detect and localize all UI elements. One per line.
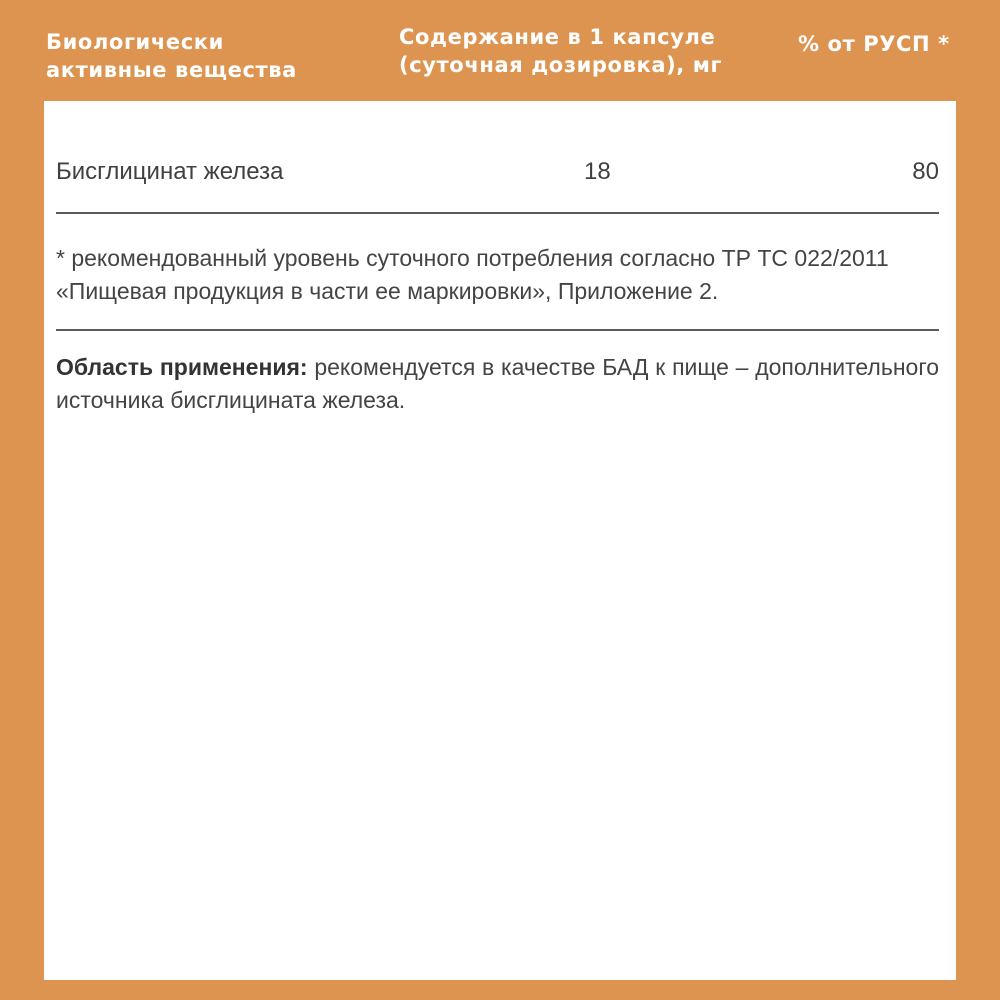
usage-paragraph — [56, 351, 939, 417]
substance-rdi-percent: 80 — [912, 158, 939, 185]
substance-amount: 18 — [584, 158, 611, 185]
footnote: * рекомендованный уровень суточного потребления согласно ТР ТС 022/2011 «Пищевая продукция в части ее маркировки», Приложение 2. — [56, 245, 889, 304]
divider — [56, 212, 939, 214]
divider — [56, 329, 939, 331]
usage-label: Область применения: — [56, 354, 308, 380]
substance-name: Бисглицинат железа — [56, 158, 284, 185]
info-panel — [44, 101, 956, 980]
usage-text: рекомендуется в качестве БАД к пище – дополнительного источника бисглицината железа. — [56, 354, 939, 413]
column-header-content: Содержание в 1 капсуле (суточная дозировка), мг — [399, 25, 723, 77]
table-row — [56, 153, 939, 191]
column-header-rdi: % от РУСП * — [798, 32, 950, 56]
column-header-substance: Биологически активные вещества — [46, 30, 297, 82]
